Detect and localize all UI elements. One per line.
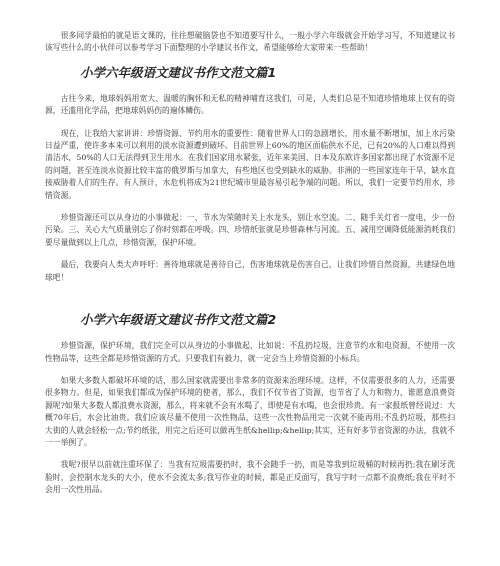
section-1-paragraph-3: 珍惜资源还可以从身边的小事做起：一、节水为荣随时关上水龙头，别让水空流。二、随手关灯省一度电，少一份污染。三、关心大气质量别忘了你时刻都在呼吸。四、珍惜纸张就是珍惜森林与河流。五、减用空调降低能源消耗我们要尽量做到以上几点，珍惜资源，保护环境。 [45,213,455,247]
section-2-paragraph-1: 珍惜资源，保护环境，我们完全可以从身边的小事做起，比如说：不乱扔垃圾，注意节约水和电资源，不使用一次性物品等，这些全都是珍惜资源的方式。只要我们有毅力，就一定会当上珍惜资源的小标兵。 [45,341,455,363]
section-1-paragraph-4: 最后，我要向人类大声呼吁：善待地球就是善待自己，伤害地球就是伤害自己，让我们珍惜自然资源，共建绿色地球吧！ [45,260,455,282]
section-title-1: 小学六年级语文建议书作文范文篇1 [80,64,277,80]
section-1-paragraph-1: 古往今来，地球妈妈用宽大、温暖的胸怀和无私的精神哺育这我们，可是，人类们总是不知道珍惜地球上仅有的资源，还滥用化学品，把地球妈妈伤的遍体鳞伤。 [45,93,455,116]
section-title-2: 小学六年级语文建议书作文范文篇2 [80,312,277,328]
section-2-paragraph-3: 我呢?很早以前就注重环保了：当我有垃圾需要扔时，我不会随手一扔，而是等我到垃圾桶的时候再扔;我在刷牙洗脸时，会控制水龙头的大小，使水不会流太多;我写作业的时候，都是正反面写，我写字时一点都不浪费纸;我在平时不会用一次性用品。 [45,460,455,495]
section-2-paragraph-2: 如果大多数人都破坏环境的话，那么国家就需要出非常多的资源来治理环境。这样，不仅需要很多的人力，还需要很多物力。但是，如果我们都成为保护环境的使者，那么，我们不仅节省了资源，也节省了人力和物力，谁愿意浪费资源呢?如果大多数人都浪费水资源，那么，将来就不会有水喝了，即使是有水喝，也会很珍贵。有一家报纸曾经说过：大概70年后，水会比油贵。我们应该尽量不使用一次性物品，这些一次性物品用完一次就不能再用;不乱扔垃圾，那些扫大街的人就会轻松一点;节约纸张，用完之后还可以做再生纸&hellip;&hellip;其实，还有好多节省资源的办法，我就不一一举例了。 [45,375,455,447]
section-1-paragraph-2: 现在，让我给大家讲讲：珍惜资源、节约用水的重要性：随着世界人口的急剧增长，用水量不断增加，加上水污染日益严重，使许多本来可以利用的淡水资源遭到破坏。目前世界上60%的地区面临供水不足，已有20%的人口难以得到清洁水，50%的人口无法得到卫生用水。在我们国家用水紧张，近年来美国、日本及东欧许多国家都出现了水资源不足的问题，甚至连淡水资源比较丰富的俄罗斯与加拿大，有些地区也受到缺水的威胁。非洲的一些国家连年干旱，缺水直接威胁着人们的生存。有人预计，水危机将成为21世纪城市里最容易引起争端的问题。所以，我们一定要节约用水，珍惜资源。 [45,128,455,200]
intro-paragraph: 很多同学最怕的就是语文课的，往往想破脑袋也不知道要写什么，一般小学六年级就会开始学习写，不知道建议书该写些什么的小伙伴可以参考学习下面整理的小学建议书作文，希望能够给大家带来一些帮助！ [45,31,455,53]
